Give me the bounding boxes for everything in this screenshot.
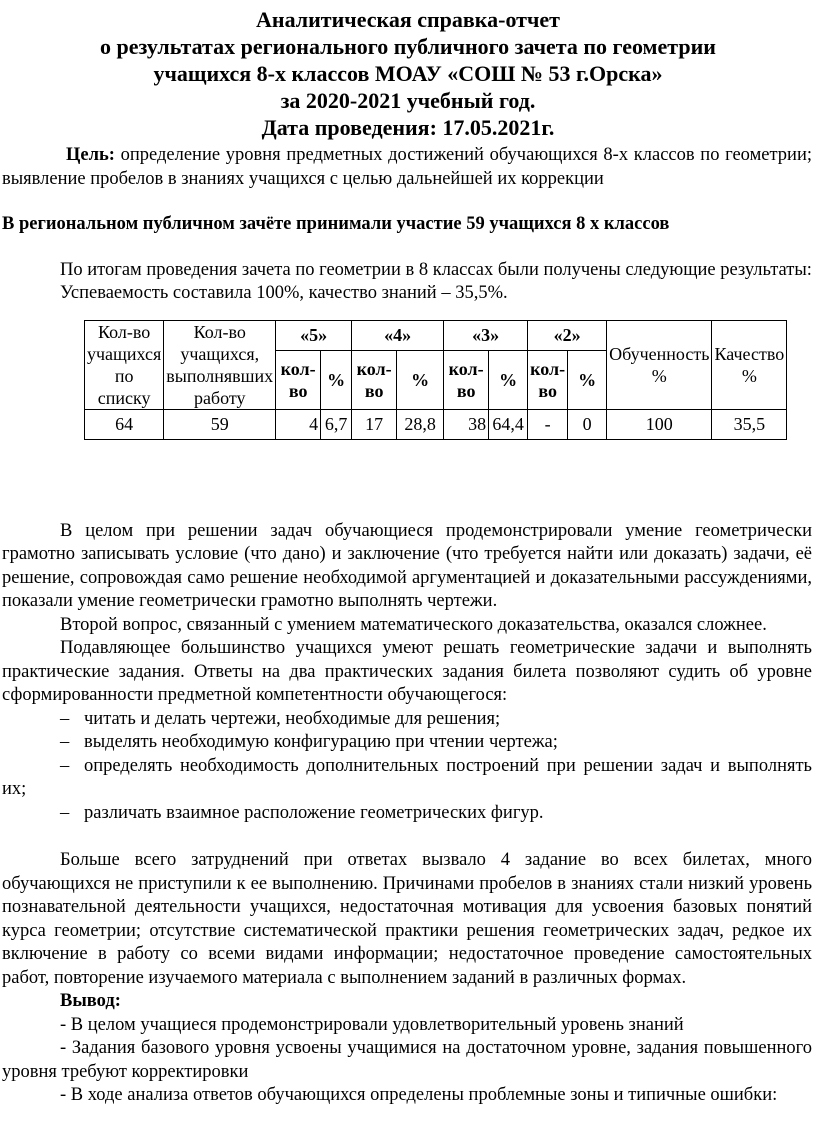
sub-pct-5: %: [321, 350, 352, 409]
header-listed: Кол-во учащихся по списку: [85, 320, 164, 409]
conclusion-label: Вывод:: [60, 991, 121, 1011]
cell-learning: 100: [607, 409, 712, 439]
doc-school: учащихся 8-х классов МОАУ «СОШ № 53 г.Орска»: [153, 61, 663, 86]
cell-p5: 6,7: [321, 409, 352, 439]
conclusion-3: - В ходе анализа ответов обучающихся определены проблемные зоны и типичные ошибки:: [60, 1085, 778, 1105]
dash-marker: –: [60, 708, 70, 729]
cell-c4: 17: [352, 409, 397, 439]
goal-text: определение уровня предметных достижений обучающихся 8-х классов по геометрии; выявление пробелов в знаниях учащихся с целью дальнейшей их коррекции: [2, 145, 812, 189]
doc-subtitle: о результатах регионального публичного зачета по геометрии: [100, 34, 716, 59]
doc-date: Дата проведения: 17.05.2021г.: [261, 115, 555, 140]
body-paragraph-2: Второй вопрос, связанный с умением математического доказательства, оказался сложнее.: [60, 614, 767, 635]
sub-count-3: кол-во: [444, 350, 489, 409]
header-grade-3: «3»: [444, 320, 528, 350]
results-intro: По итогам проведения зачета по геометрии в 8 классах были получены следующие результаты:: [60, 259, 812, 280]
list-item: – читать и делать чертежи, необходимые для решения;: [0, 708, 816, 732]
sub-count-4: кол-во: [352, 350, 397, 409]
cell-c3: 38: [444, 409, 489, 439]
cell-done: 59: [164, 409, 276, 439]
conclusion-1: - В целом учащиеся продемонстрировали удовлетворительный уровень знаний: [60, 1014, 684, 1035]
cell-p2: 0: [568, 409, 607, 439]
sub-pct-4: %: [397, 350, 444, 409]
header-grade-4: «4»: [352, 320, 444, 350]
table-header-row: [85, 320, 787, 350]
table-row: [85, 409, 787, 439]
body-paragraph-3: Подавляющее большинство учащихся умеют решать геометрические задачи и выполнять практические задания. Ответы на два практических задания билета позволяют судить об уровне сформированности предметной компетентности обучающегося:: [2, 638, 812, 705]
cell-p3: 64,4: [489, 409, 528, 439]
sub-pct-3: %: [489, 350, 528, 409]
dash-marker: –: [60, 732, 70, 752]
sub-count-2: кол-во: [528, 350, 568, 409]
sub-count-5: кол-во: [276, 350, 321, 409]
doc-year: за 2020-2021 учебный год.: [280, 88, 536, 113]
participants-line: В региональном публичном зачёте принимали участие 59 учащихся 8 х классов: [2, 214, 670, 234]
cell-listed: 64: [85, 409, 164, 439]
cell-c2: -: [528, 409, 568, 439]
header-quality: Качество %: [712, 320, 787, 409]
header-grade-5: «5»: [276, 320, 352, 350]
results-table: [84, 320, 787, 440]
list-item: – выделять необходимую конфигурацию при чтении чертежа;: [0, 731, 816, 755]
goal-label: Цель:: [66, 145, 115, 165]
doc-title: Аналитическая справка-отчет: [256, 7, 560, 32]
list-item: – различать взаимное расположение геометрических фигур.: [0, 802, 816, 826]
cell-quality: 35,5: [712, 409, 787, 439]
cell-p4: 28,8: [397, 409, 444, 439]
sub-pct-2: %: [568, 350, 607, 409]
body-paragraph-1: В целом при решении задач обучающиеся продемонстрировали умение геометрически грамотно записывать условие (что дано) и заключение (что требуется найти или доказать) задачи, её решение, сопровождая само решение необходимой аргументацией и доказательными рассуждениями, показали умение геометрически грамотно выполнять чертежи.: [2, 520, 812, 611]
body-paragraph-4: Больше всего затруднений при ответах вызвало 4 задание во всех билетах, много обучающихся не приступили к ее выполнению. Причинами пробелов в знаниях стали низкий уровень познавательной деятельности учащихся, недостаточная мотивация для усвоения базовых понятий курса геометрии; отсутствие систематической практики решения геометрических задач, редкое их включение в работу со всеми видами информации; недостаточное проведение самостоятельных работ, повторение изучаемого материала с выполнением заданий в различных формах.: [2, 850, 812, 988]
dash-marker: –: [60, 755, 70, 776]
header-done: Кол-во учащихся, выполнявших работу: [164, 320, 276, 409]
dash-marker: –: [60, 802, 70, 823]
goal-paragraph: [0, 144, 816, 191]
conclusion-2: - Задания базового уровня усвоены учащимися на достаточном уровне, задания повышенного уровня требуют корректировки: [2, 1038, 812, 1082]
results-summary: Успеваемость составила 100%, качество знаний – 35,5%.: [60, 283, 508, 303]
list-item: – определять необходимость дополнительных построений при решении задач и выполнять их;: [2, 755, 812, 799]
header-learning: Обученность %: [607, 320, 712, 409]
cell-c5: 4: [276, 409, 321, 439]
header-grade-2: «2»: [528, 320, 607, 350]
